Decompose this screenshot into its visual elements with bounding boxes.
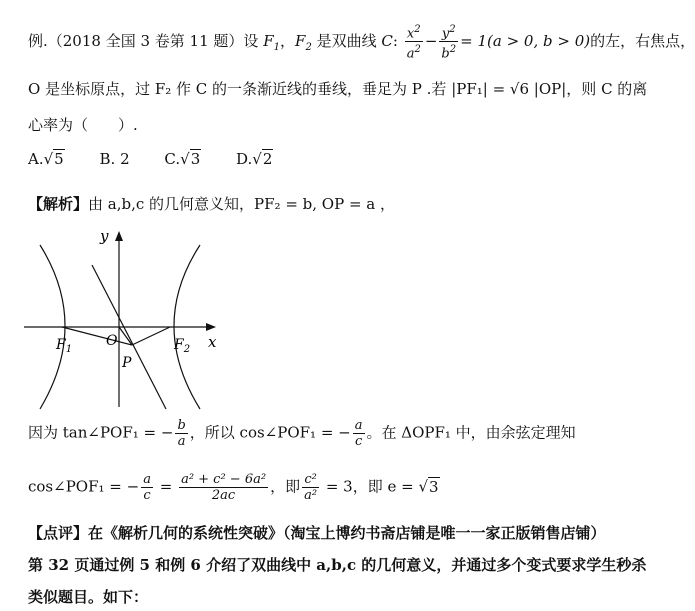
comment-text-1: 在《解析几何的系统性突破》（淘宝上博约书斋店铺是唯一一家正版销售店铺） — [88, 524, 606, 542]
label-o: O — [106, 333, 118, 349]
x-axis-arrow — [206, 323, 216, 331]
fraction-y2-b2: $\frac{y^2}{b^2}$ — [441, 24, 457, 62]
analysis-tag: 【解析】 — [28, 195, 89, 213]
comment-line-3: 类似题目。如下： — [28, 588, 149, 606]
option-c: C.√3 — [164, 150, 201, 168]
problem-line-2: O 是坐标原点，过 F₂ 作 C 的一条渐近线的垂线，垂足为 P .若 |PF₁| = √6 |OP|，则 C 的离 — [28, 80, 648, 98]
analysis-text: 由 a,b,c 的几何意义知，PF₂ = b, OP = a ， — [88, 195, 395, 213]
fraction-x2-a2: $\frac{x^2}{a^2}$ — [406, 24, 421, 62]
problem-text-suffix: 的左，右焦点， — [590, 31, 695, 50]
fraction-b-a: $\frac{b}{a}$ — [177, 418, 186, 449]
focus-f2: $F_2$ — [295, 31, 312, 53]
fraction-cosine-law: $\frac{\text{a² + c² − 6a²}}{2ac}$ — [181, 472, 267, 503]
label-y: y — [100, 227, 109, 245]
comment-tag: 【点评】 — [28, 524, 89, 542]
problem-line-1: 例.（2018 全国 3 卷第 11 题）设 $F_1$，$F_2$ 是双曲线 C: $\frac{x^2}{a^2}$ − $\frac{y^2}{b^2}$ = 1(a > 0, b > 0)的左，右焦点， — [28, 24, 695, 62]
focus-f1: $F_1$ — [263, 31, 280, 53]
problem-line-3: 心率为（ ）. — [28, 116, 138, 134]
label-f1: $F_1$ — [56, 337, 73, 355]
comment-line-2: 第 32 页通过例 5 和例 6 介绍了双曲线中 a,b,c 的几何意义，并通过多个变式要求学生秒杀 — [28, 556, 647, 574]
label-p: P — [122, 355, 132, 371]
label-f2: $F_2$ — [174, 337, 191, 355]
label-x: x — [208, 333, 217, 351]
hyperbola-figure — [20, 225, 260, 415]
fraction-c2-a2: $\frac{\text{c²}}{\text{a²}}$ — [304, 472, 318, 503]
derivation-line-1: 因为 tan∠POF₁ = − $\frac{b}{a}$ ，所以 cos∠POF₁ = − $\frac{a}{c}$ 。在 ΔOPF₁ 中，由余弦定理知 — [28, 418, 576, 449]
fraction-a-c-2: $\frac{a}{c}$ — [143, 472, 151, 503]
curve-name: C — [381, 31, 393, 50]
fraction-a-c: $\frac{a}{c}$ — [354, 418, 363, 449]
analysis-line — [28, 193, 395, 214]
comment-line-1 — [28, 522, 606, 543]
problem-text: 是双曲线 — [316, 31, 377, 50]
equation-condition: = 1(a > 0, b > 0) — [460, 31, 591, 50]
option-b: B. 2 — [99, 150, 130, 168]
option-a: A.√5 — [28, 150, 64, 168]
derivation-line-2: cos∠POF₁ = − $\frac{a}{c}$ = $\frac{\text{a² + c² − 6a²}}{2ac}$ ，即 $\frac{\text{c²}}{\text{a²}}$ = 3，即 e = √3 — [28, 472, 439, 503]
options-row — [28, 150, 303, 168]
option-d: D.√2 — [236, 150, 273, 168]
segment-f2-p — [132, 327, 170, 345]
problem-source: 例.（2018 全国 3 卷第 11 题）设 — [28, 31, 259, 50]
y-axis-arrow — [115, 231, 123, 241]
